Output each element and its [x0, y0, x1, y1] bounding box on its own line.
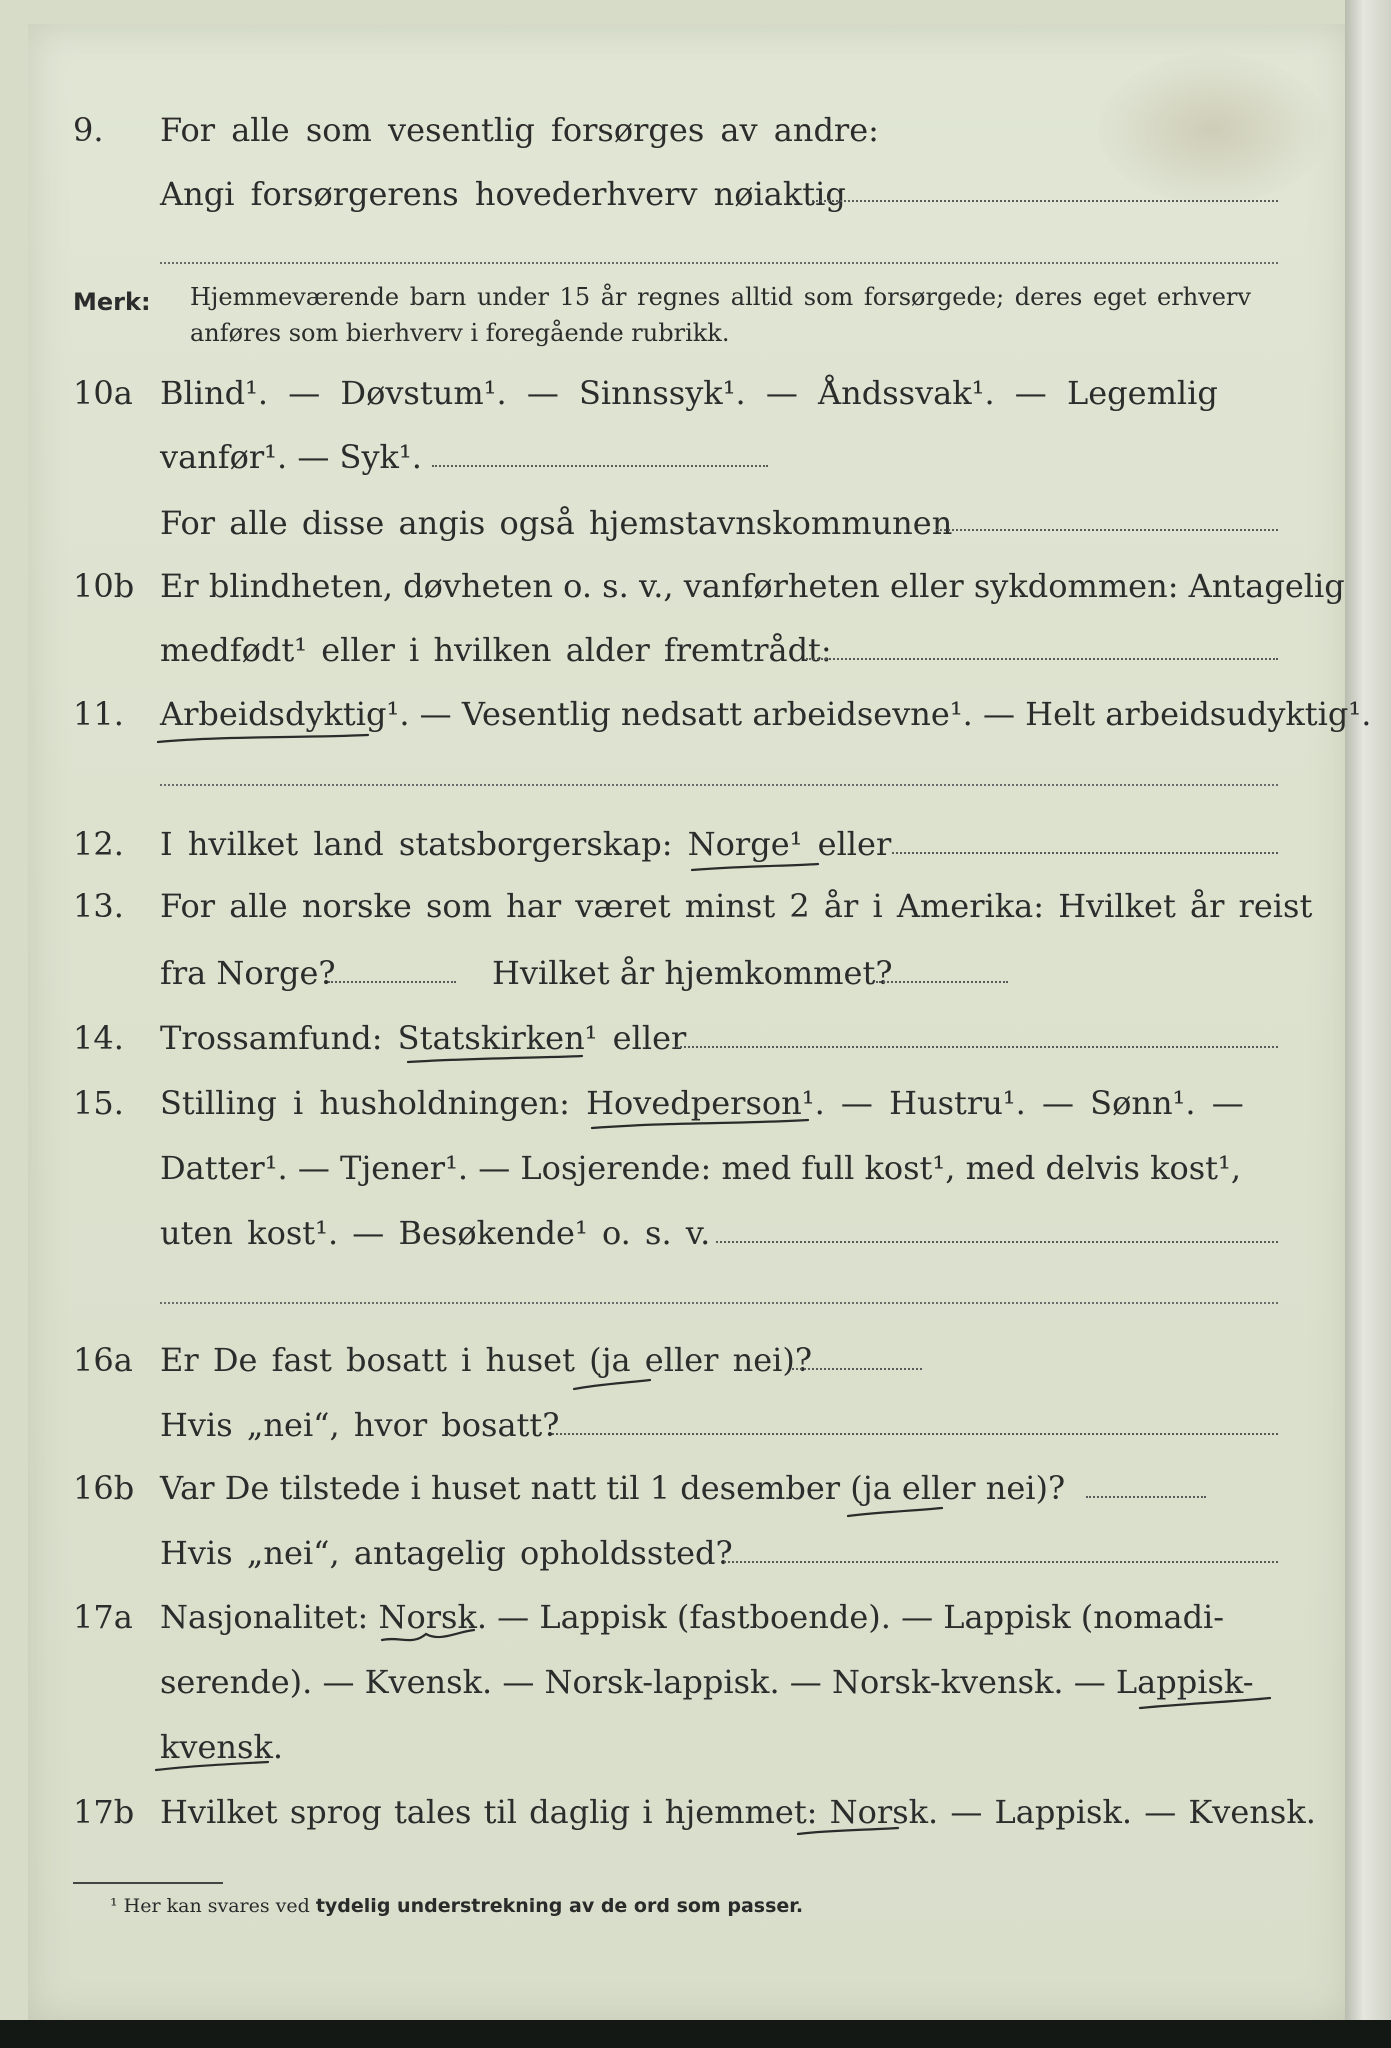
merk-line-1: Hjemmeværende barn under 15 år regnes alltid som forsørgede; deres eget erhverv	[190, 283, 1251, 311]
underline-norge	[692, 864, 818, 870]
item-15-line-1: Stilling i husholdningen: Hovedperson¹. — Hustru¹. — Sønn¹. —	[160, 1084, 1244, 1122]
item-number-11: 11.	[73, 695, 124, 733]
item-15-line-3: uten kost¹. — Besøkende¹ o. s. v.	[160, 1214, 711, 1252]
merk-line-2: anføres som bierhverv i foregående rubrikk.	[190, 319, 730, 347]
underline-ja-16b	[848, 1508, 942, 1516]
underline-lappisk-17a	[1140, 1698, 1270, 1708]
item-number-17b: 17b	[73, 1793, 135, 1831]
item-15-line-2: Datter¹. — Tjener¹. — Losjerende: med full kost¹, med delvis kost¹,	[160, 1149, 1242, 1187]
underline-kvensk-17a	[156, 1762, 268, 1770]
item-16a-line-1: Er De fast bosatt i huset (ja eller nei)?	[160, 1341, 813, 1379]
item-13-line-2: fra Norge?	[160, 954, 336, 992]
item-17b-line-1: Hvilket sprog tales til daglig i hjemmet: Norsk. — Lappisk. — Kvensk.	[160, 1793, 1316, 1831]
item-number-9: 9.	[73, 111, 104, 149]
item-16a-line-2: Hvis „nei“, hvor bosatt?	[160, 1406, 560, 1444]
item-10a-line-1: Blind¹. — Døvstum¹. — Sinnssyk¹. — Åndssvak¹. — Legemlig	[160, 374, 1218, 412]
item-13-line-3: Hvilket år hjemkommet?	[492, 954, 893, 992]
item-number-13: 13.	[73, 887, 124, 925]
item-14-line-1: Trossamfund: Statskirken¹ eller	[160, 1019, 687, 1057]
footnote-lead: Her kan svares ved	[123, 1895, 310, 1917]
item-9-line-1: For alle som vesentlig forsørges av andre:	[160, 111, 879, 149]
item-16b-line-1: Var De tilstede i huset natt til 1 desember (ja eller nei)?	[160, 1469, 1066, 1507]
item-12-line-1: I hvilket land statsborgerskap: Norge¹ eller	[160, 825, 892, 863]
underline-hovedperson	[592, 1120, 808, 1128]
item-number-15: 15.	[73, 1084, 124, 1122]
underline-norsk-17a	[382, 1630, 474, 1640]
item-9-line-2: Angi forsørgerens hovederhverv nøiaktig	[160, 175, 846, 213]
item-number-16a: 16a	[73, 1341, 133, 1379]
item-17a-line-2: serende). — Kvensk. — Norsk-lappisk. — Norsk-kvensk. — Lappisk-	[160, 1663, 1254, 1701]
merk-label: Merk:	[73, 288, 151, 316]
item-number-12: 12.	[73, 825, 124, 863]
item-number-16b: 16b	[73, 1469, 135, 1507]
item-10b-line-2: medfødt¹ eller i hvilken alder fremtrådt:	[160, 631, 832, 669]
underline-norsk-17b	[798, 1828, 898, 1834]
item-10a-line-3: For alle disse angis også hjemstavnskommunen	[160, 504, 953, 542]
item-number-17a: 17a	[73, 1598, 133, 1636]
item-number-14: 14.	[73, 1019, 124, 1057]
item-16b-line-2: Hvis „nei“, antagelig opholdssted?	[160, 1534, 733, 1572]
item-10b-line-1: Er blindheten, døvheten o. s. v., vanførheten eller sykdommen: Antagelig	[160, 567, 1345, 605]
item-10a-line-2: vanfør¹. — Syk¹.	[160, 438, 422, 476]
footnote-marker: ¹	[110, 1895, 118, 1917]
underline-statskirken	[408, 1056, 582, 1062]
item-17a-line-1: Nasjonalitet: Norsk. — Lappisk (fastboende). — Lappisk (nomadi-	[160, 1598, 1225, 1636]
underline-ja-16a	[574, 1380, 650, 1389]
item-number-10b: 10b	[73, 567, 135, 605]
item-17a-line-3: kvensk.	[160, 1728, 283, 1766]
item-11-line-1: Arbeidsdyktig¹. — Vesentlig nedsatt arbeidsevne¹. — Helt arbeidsudyktig¹.	[160, 695, 1372, 733]
underline-arbeidsdyktig	[158, 735, 368, 742]
item-13-line-1: For alle norske som har været minst 2 år i Amerika: Hvilket år reist	[160, 887, 1313, 925]
item-number-10a: 10a	[73, 374, 133, 412]
footnote-bold: tydelig understrekning av de ord som passer.	[315, 1895, 804, 1917]
